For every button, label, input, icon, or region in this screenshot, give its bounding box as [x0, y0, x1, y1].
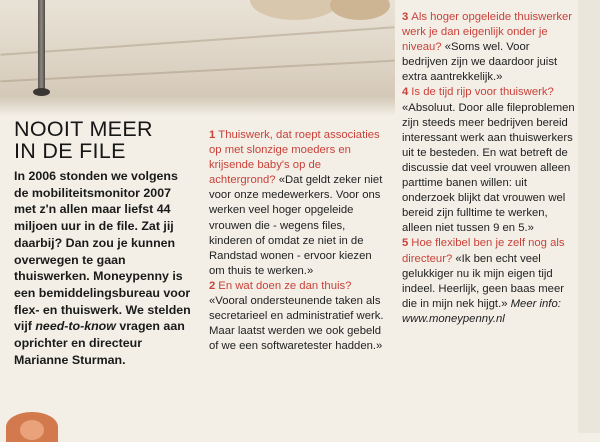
question-number: 3: [402, 11, 409, 23]
question-2: [209, 280, 351, 292]
lead-emphasis: need-to-know: [35, 319, 116, 334]
more-info-credit: Meer info: www.moneypenny.nl: [402, 297, 561, 325]
title-line-1: NOOIT MEER: [14, 117, 153, 141]
answer-2: «Vooral ondersteunende taken als secretarieel en administratief werk. Maar laatst werden we ook gebeld of we een softwaretester hadden.»: [209, 295, 384, 353]
qa-item-1: [209, 128, 389, 279]
photo-blob: [330, 0, 390, 20]
lead-text-1: In 2006 stonden we volgens de mobiliteitsmonitor 2007 met z'n allen maar liefst 44 miljoen uur in de file. Zat jij daarbij? Dan zou je kunnen overwegen te gaan thuiswerken. Moneypenny is een bemiddelingsbureau voor flex- en thuiswerk. We stelden vijf: [14, 169, 191, 334]
question-text: Als hoger opgeleide thuiswerker werk je dan eigenlijk onder je niveau?: [402, 11, 573, 54]
question-text: Thuiswerk, dat roept associaties op met slonzige moeders en krijsende baby's op de achtergrond?: [209, 129, 380, 187]
floor-line: [0, 60, 395, 83]
question-number: 5: [402, 237, 409, 250]
corner-decoration: [20, 420, 44, 440]
question-text: Hoe flexibel ben je zelf nog als directeur?: [402, 237, 565, 265]
lead-text-2: vragen aan oprichter en directeur Marianne Sturman.: [14, 319, 185, 367]
answer-1: «Dat geldt zeker niet voor onze medewerkers. Voor ons werken veel hoger opgeleide vrouwen die - wegens files, kinderen of omdat ze niet in de Randstad wonen - ervoor kiezen om thuis te werken.»: [209, 174, 383, 277]
floor-line: [0, 26, 394, 56]
question-text: En wat doen ze dan thuis?: [218, 279, 352, 292]
qa-column-middle: [209, 128, 389, 354]
question-4: [402, 86, 554, 98]
question-number: 1: [209, 129, 216, 141]
header-photo: [0, 0, 395, 116]
question-number: 4: [402, 86, 409, 99]
qa-item-3: [402, 10, 578, 85]
question-number: 2: [209, 279, 216, 292]
title-line-2: IN DE FILE: [14, 139, 126, 163]
chair-leg-foot: [33, 88, 50, 96]
intro-column: [14, 118, 194, 368]
lead-paragraph: [14, 168, 194, 368]
qa-item-2: [209, 279, 389, 354]
article-title: [14, 118, 194, 162]
qa-column-right: [402, 10, 578, 327]
answer-4: «Absoluut. Door alle fileproblemen zijn steeds meer bedrijven bereid interessant werk aan thuiswerkers uit te besteden. En wat betreft de discussie dat veel vrouwen alleen parttime banen willen: uit onderzoek blijkt dat vrouwen wel bereid zijn fulltime te werken, alleen niet tussen 9 en 5.»: [402, 101, 575, 235]
question-text: Is de tijd rijp voor thuiswerk?: [411, 86, 554, 99]
answer-5: «Ik ben echt veel gelukkiger nu ik mijn eigen tijd indeel. Heerlijk, geen baas meer die in mijn nek hijgt.»: [402, 252, 565, 310]
page-edge: [578, 0, 600, 433]
chair-leg: [38, 0, 45, 92]
answer-3: «Soms wel. Voor bedrijven zijn we daardoor juist extra aantrekkelijk.»: [402, 41, 558, 84]
photo-blob: [250, 0, 340, 20]
photo-fade: [0, 96, 395, 116]
qa-item-4: [402, 85, 578, 236]
qa-item-5: [402, 236, 578, 327]
